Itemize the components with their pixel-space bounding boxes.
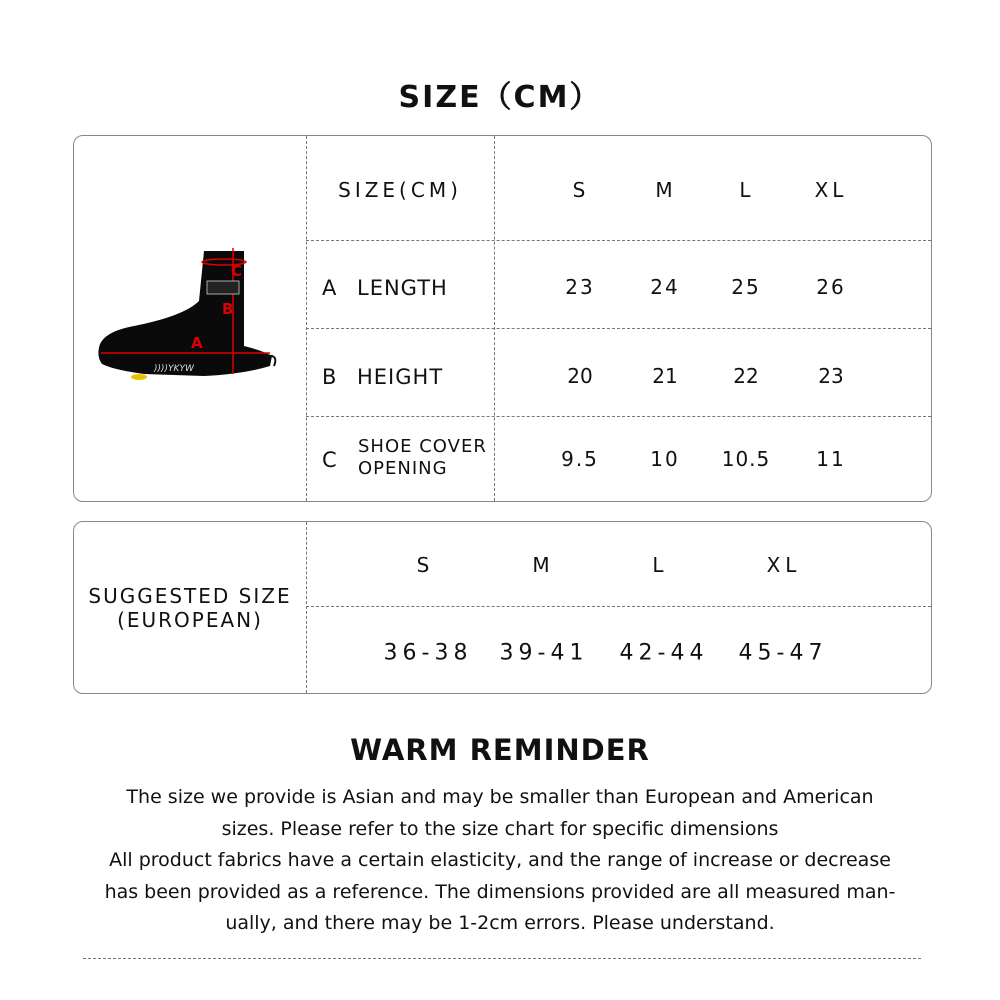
cell: 25 [731,275,761,299]
size-col-s: S [572,178,588,202]
svg-text:B: B [222,300,234,318]
eu-size: 42-44 [619,640,709,666]
svg-text:C: C [231,262,243,280]
size-header: SIZE(CM) [338,178,462,202]
shoe-cover-diagram [94,246,294,386]
cell: 11 [816,447,846,471]
size-col-xl: XL [814,178,848,202]
svg-text:A: A [191,334,203,352]
suggested-size-table [73,521,932,694]
cell: 22 [733,364,759,388]
divider [83,958,921,959]
row-letter: B [322,365,338,389]
row-label: SHOE COVER OPENING [358,436,487,479]
size-table [73,135,932,502]
eu-size: 36-38 [383,640,473,666]
size-col-m: M [655,178,675,202]
cell: 10 [650,447,680,471]
cell: 24 [650,275,680,299]
size-col-l: L [739,178,753,202]
page-title: SIZE（CM） [398,80,602,115]
row-label: LENGTH [357,276,448,300]
cell: 23 [565,275,595,299]
eu-size: 45-47 [738,640,828,666]
row-label: HEIGHT [357,365,444,389]
cell: 9.5 [561,447,599,471]
cell: 23 [818,364,844,388]
reminder-text: The size we provide is Asian and may be smaller than European and American sizes. Please refer to the size chart for specific dimensions All product fabrics have a certain elasticity, and the range of increase or decrease has been provided as a reference. The dimensions provided are all measured man- ually, and there may be 1-2cm errors. Please understand. [104,786,896,935]
cell: 26 [816,275,846,299]
svg-text:))))YKYW: ))))YKYW [154,364,194,374]
row-letter: C [322,448,338,472]
size-col-m: M [532,553,552,577]
cell: 21 [652,364,678,388]
reminder-title: WARM REMINDER [350,733,650,767]
size-col-s: S [416,553,432,577]
cell: 20 [567,364,593,388]
eu-size: 39-41 [499,640,589,666]
suggested-size-label: SUGGESTED SIZE (EUROPEAN) [88,584,292,632]
cell: 10.5 [721,447,771,471]
size-col-xl: XL [766,553,802,577]
row-letter: A [322,276,338,300]
size-col-l: L [652,553,666,577]
